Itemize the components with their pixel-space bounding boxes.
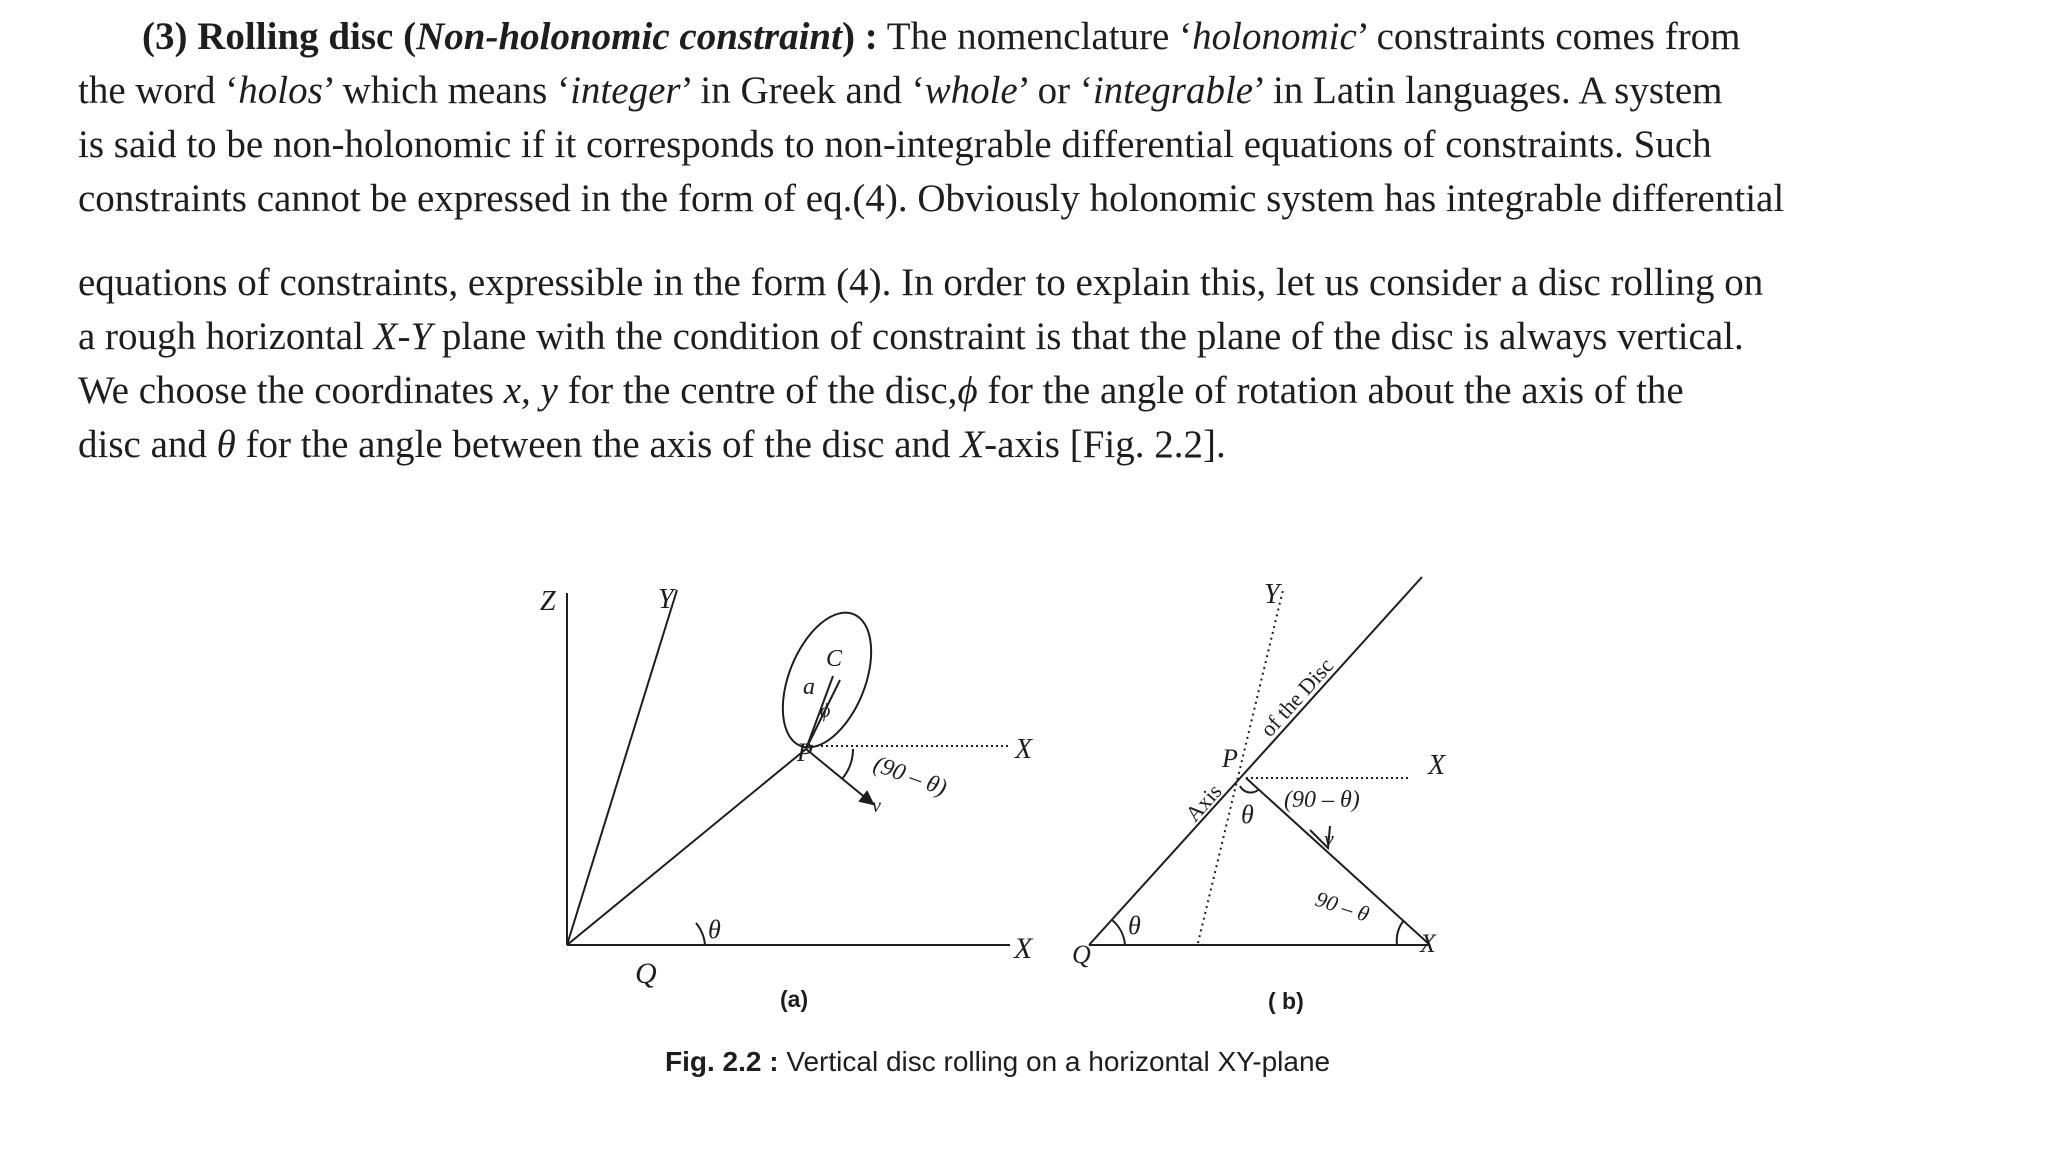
term-theta: θ: [216, 423, 236, 466]
q-to-p-line: [567, 749, 806, 945]
text-run: ’ in Latin languages. A system: [1253, 69, 1723, 112]
text-run: ’ or ‘: [1017, 69, 1093, 112]
text-run: for the angle between the axis of the disc and: [235, 423, 961, 466]
term-phi: ϕ: [957, 369, 978, 412]
paragraph-1-line-4: constraints cannot be expressed in the form of eq.(4). Obviously holonomic system has integrable differential: [78, 177, 1785, 220]
label-phi: ϕ: [820, 700, 831, 722]
label-c: C: [826, 646, 843, 672]
label-angle-a: (90 – θ): [869, 751, 951, 802]
label-of-the-disc-b: of the Disc: [1255, 652, 1339, 742]
text-run: ’ which means ‘: [322, 69, 571, 112]
text-run: The nomenclature ‘: [886, 15, 1193, 58]
text-run: We choose the coordinates: [78, 369, 504, 412]
label-z: Z: [540, 586, 556, 617]
term-integer: integer: [570, 69, 681, 112]
label-q-b: Q: [1072, 940, 1091, 969]
paragraph-2-line-1: equations of constraints, expressible in the form (4). In order to explain this, let us consider a disc rolling on: [78, 261, 1764, 304]
text-run: a rough horizontal: [78, 315, 374, 358]
theta-arc-q: [696, 923, 705, 945]
figure-caption-text: Vertical disc rolling on a horizontal XY-plane: [778, 1046, 1331, 1077]
term-whole: whole: [924, 69, 1018, 112]
disc-axis-line: [1089, 577, 1422, 945]
text-run: ’ constraints comes from: [1356, 15, 1741, 58]
term-holonomic: holonomic: [1192, 15, 1357, 58]
label-x-top-b: X: [1428, 750, 1446, 781]
label-q: Q: [635, 957, 657, 990]
label-y-b: Y: [1264, 579, 1280, 610]
label-a: a: [803, 674, 815, 700]
figure-b: [1089, 577, 1430, 945]
label-angle-b: (90 – θ): [1284, 787, 1360, 813]
section-heading: Rolling disc: [197, 15, 394, 58]
disc: [765, 600, 889, 760]
term-integrable: integrable: [1092, 69, 1254, 112]
angle-arc-p: [842, 749, 853, 779]
paragraph-1-line-1: (3) Rolling disc (Non-holonomic constraint) : The nomenclature ‘holonomic’ constraints comes from: [142, 15, 1741, 58]
label-theta-q: θ: [708, 915, 721, 944]
figure-b-labels: [1072, 579, 1446, 969]
text-run: disc and: [78, 423, 217, 466]
subfigure-label-b: ( b): [1268, 988, 1304, 1014]
figure-caption: [665, 1046, 1330, 1078]
text-run: -axis [Fig. 2.2].: [984, 423, 1226, 466]
y-axis-b: [1198, 590, 1283, 943]
figure-caption-number: Fig. 2.2 :: [665, 1046, 779, 1077]
label-angle-bottom-b: 90 – θ: [1312, 885, 1373, 927]
label-p: P: [797, 738, 813, 767]
text-run: for the centre of the disc,: [557, 369, 958, 412]
label-p-b: P: [1222, 744, 1238, 773]
text-run: the word ‘: [78, 69, 239, 112]
section-heading-qualifier: Non-holonomic constraint: [416, 15, 842, 58]
label-theta-q-b: θ: [1128, 911, 1141, 940]
subfigure-label-a: (a): [780, 986, 809, 1012]
term-holos: holos: [238, 69, 323, 112]
label-theta-p-b: θ: [1241, 800, 1254, 829]
heading-separator: :: [864, 15, 878, 58]
theta-arc-q-b: [1112, 920, 1125, 945]
label-v-a: v: [872, 795, 881, 817]
text-run: for the angle of rotation about the axis of the: [977, 369, 1684, 412]
paragraph-1-line-3: is said to be non-holonomic if it corresponds to non-integrable differential equations of constraints. Such: [78, 123, 1712, 166]
text-run: ’ in Greek and ‘: [680, 69, 925, 112]
figure-a-labels: [540, 584, 1034, 990]
label-y: Y: [658, 584, 674, 615]
angle-arc-x-b: [1397, 920, 1404, 945]
label-axis-b: Axis: [1180, 778, 1227, 827]
term-coordinates: x, y: [503, 369, 558, 412]
y-axis: [567, 590, 677, 945]
term-x-y: X-Y: [373, 315, 433, 358]
term-x-axis: X: [960, 423, 985, 466]
label-x-bottom-b: X: [1420, 929, 1436, 958]
figure-a: [567, 590, 1010, 945]
text-run: plane with the condition of constraint is that the plane of the disc is always vertical.: [432, 315, 1744, 358]
section-number: (3): [142, 15, 188, 58]
label-v-b: v: [1324, 826, 1334, 851]
label-x-bottom: X: [1014, 932, 1033, 965]
label-x-top: X: [1015, 734, 1033, 765]
